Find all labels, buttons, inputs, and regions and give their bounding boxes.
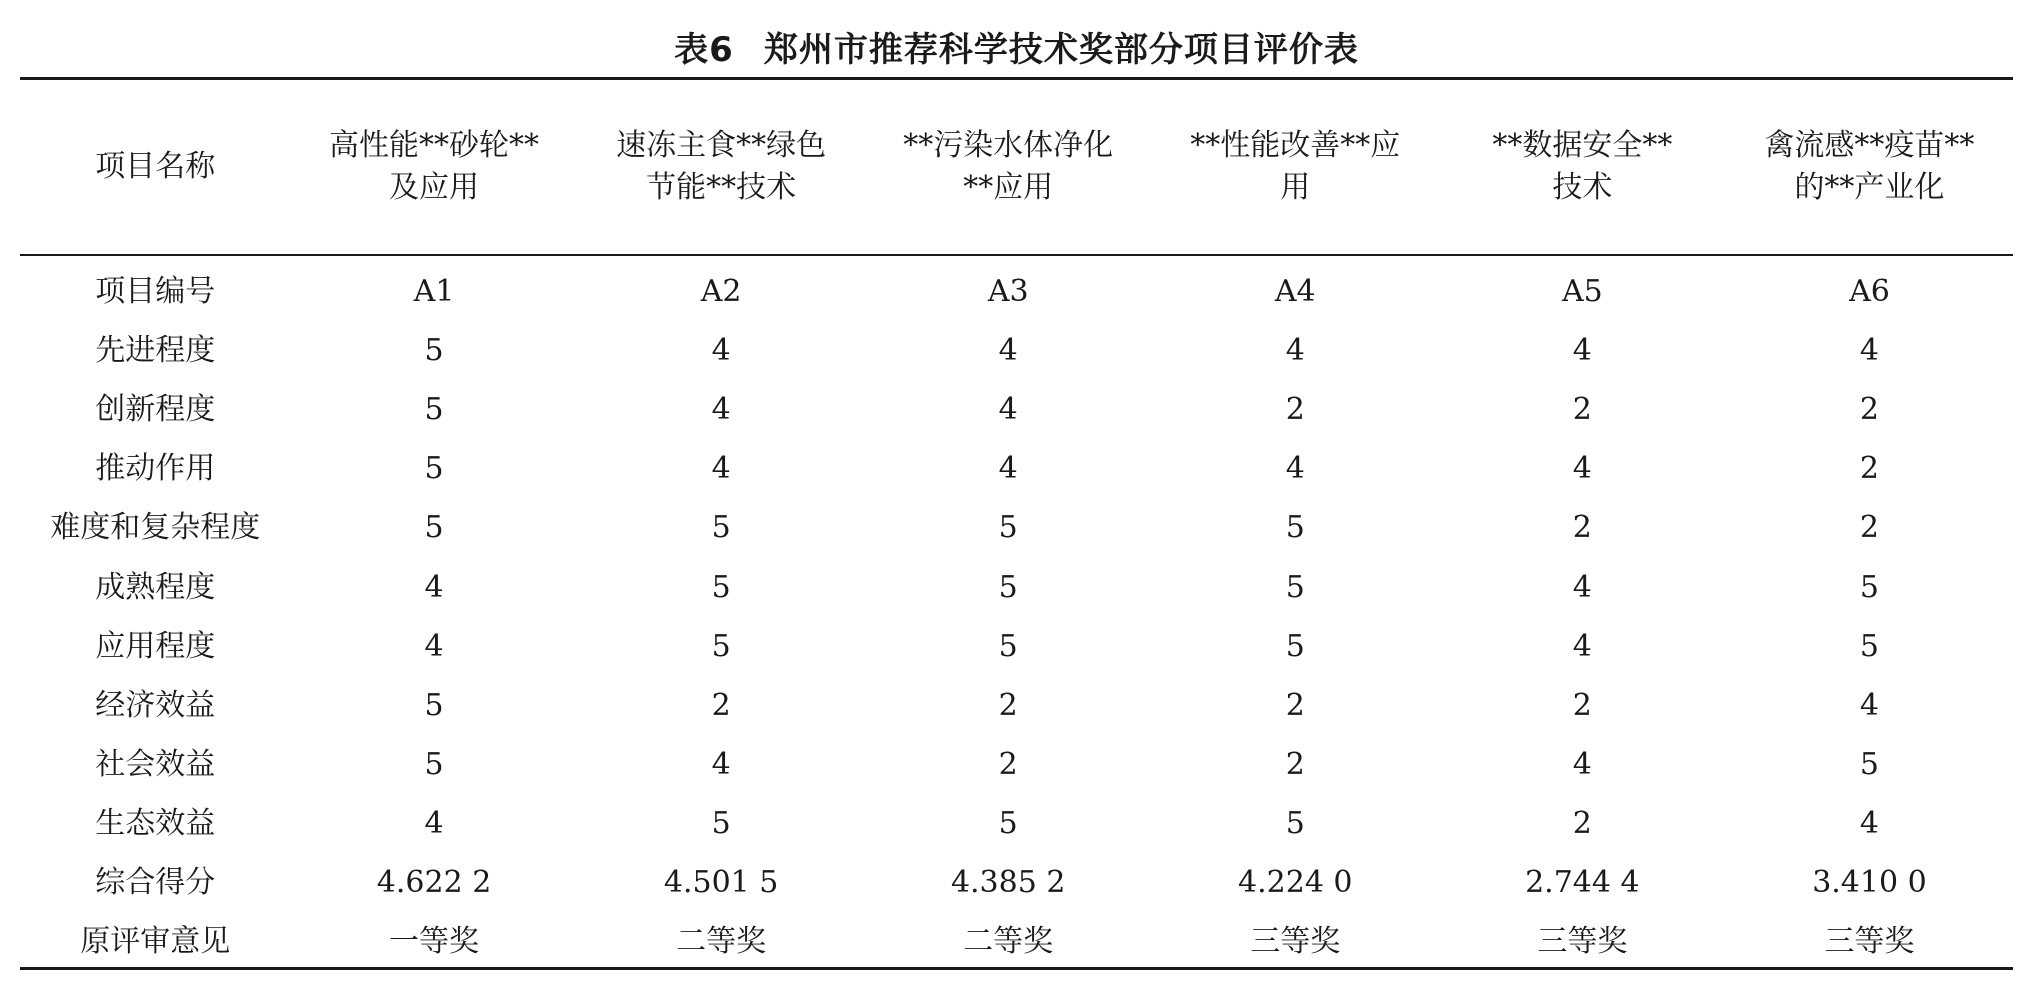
table-cell: 3.410 0	[1812, 864, 1927, 900]
table-cell: 5	[1285, 510, 1305, 546]
header-cell-project: **性能改善**应 用	[1190, 128, 1401, 205]
table-cell: 三等奖	[1824, 924, 1915, 960]
table-cell: 5	[998, 510, 1018, 546]
table-row	[20, 498, 2013, 557]
row-label: 难度和复杂程度	[50, 510, 261, 546]
table-cell: 4	[1285, 333, 1305, 369]
table-cell: 4	[1572, 569, 1592, 605]
table-cell: 5	[998, 805, 1018, 841]
table-cell: 4.501 5	[663, 864, 779, 900]
table-cell: A1	[413, 274, 455, 310]
table-cell: 二等奖	[963, 924, 1054, 960]
table-cell: 5	[711, 510, 731, 546]
evaluation-table	[20, 80, 2013, 971]
table-cell: 5	[424, 687, 444, 723]
table-cell: 5	[424, 746, 444, 782]
header-cell-project: 禽流感**疫苗** 的**产业化	[1764, 128, 1975, 205]
table-cell: 2	[1285, 687, 1305, 723]
table-cell: 4	[1859, 333, 1879, 369]
table-row	[20, 912, 2013, 971]
table-row	[20, 735, 2013, 794]
table-cell: 4	[998, 451, 1018, 487]
table-row	[20, 617, 2013, 676]
row-label: 综合得分	[95, 864, 216, 900]
table-cell: 5	[424, 333, 444, 369]
table-cell: 4	[711, 333, 731, 369]
header-cell-project-name: 项目名称	[95, 149, 216, 184]
table-cell: 5	[711, 628, 731, 664]
table-row	[20, 794, 2013, 853]
table-cell: 4	[711, 392, 731, 428]
table-cell: 4	[998, 333, 1018, 369]
table-cell: 5	[424, 510, 444, 546]
header-cell-project: 速冻主食**绿色 节能**技术	[616, 128, 827, 205]
table-cell: 2	[998, 687, 1018, 723]
table-cell: 2	[711, 687, 731, 723]
table-cell: 二等奖	[676, 924, 767, 960]
table-row	[20, 676, 2013, 735]
table-cell: 4	[1859, 687, 1879, 723]
header-cell-project: **污染水体净化 **应用	[903, 128, 1114, 205]
header-cell-project: 高性能**砂轮** 及应用	[329, 128, 540, 205]
table-cell: 5	[711, 805, 731, 841]
table-cell: 5	[1859, 628, 1879, 664]
table-cell: 5	[1285, 628, 1305, 664]
table-cell: 4	[998, 392, 1018, 428]
table-cell: 三等奖	[1537, 924, 1628, 960]
table-cell: 5	[424, 392, 444, 428]
table-cell: 5	[998, 628, 1018, 664]
table-cell: 三等奖	[1250, 924, 1341, 960]
row-label: 社会效益	[95, 746, 216, 782]
table-cell: 4.385 2	[950, 864, 1066, 900]
row-label: 经济效益	[95, 687, 216, 723]
row-label: 项目编号	[95, 274, 216, 310]
row-label: 推动作用	[95, 451, 216, 487]
table-cell: 5	[998, 569, 1018, 605]
table-cell: 5	[711, 569, 731, 605]
table-cell: 2	[1572, 510, 1592, 546]
table-body	[20, 254, 2013, 971]
table-cell: 4	[1572, 333, 1592, 369]
header-row	[20, 80, 2013, 254]
table-row	[20, 321, 2013, 380]
table-cell: 2	[1285, 392, 1305, 428]
table-row	[20, 853, 2013, 912]
row-label: 生态效益	[95, 805, 216, 841]
table-cell: 2	[1285, 746, 1305, 782]
table-cell: 4.622 2	[376, 864, 492, 900]
table-cell: 2	[1859, 451, 1879, 487]
table-cell: 4	[711, 451, 731, 487]
header-cell-project: **数据安全** 技术	[1492, 128, 1673, 205]
table-cell: A5	[1561, 274, 1603, 310]
table-cell: 4	[1285, 451, 1305, 487]
table-caption: 郑州市推荐科学技术奖部分项目评价表	[763, 30, 1359, 70]
table-cell: 4	[1859, 805, 1879, 841]
table-cell: 5	[1859, 746, 1879, 782]
table-cell: 5	[1859, 569, 1879, 605]
table-cell: 一等奖	[389, 924, 480, 960]
table-number: 表6	[674, 30, 734, 70]
table-cell: 2	[1859, 392, 1879, 428]
table-cell: 4	[711, 746, 731, 782]
row-label: 原评审意见	[80, 924, 231, 960]
table-cell: 2	[1859, 510, 1879, 546]
table-cell: 4	[1572, 746, 1592, 782]
table-cell: 5	[424, 451, 444, 487]
table-cell: 5	[1285, 569, 1305, 605]
table-cell: A2	[700, 274, 742, 310]
table-cell: A6	[1849, 274, 1890, 310]
table-cell: 5	[1285, 805, 1305, 841]
table-row	[20, 439, 2013, 498]
table-title	[0, 22, 2033, 78]
table-cell: 4	[424, 569, 444, 605]
table-cell: 4	[1572, 628, 1592, 664]
table-cell: 4.224 0	[1238, 864, 1353, 900]
table-row	[20, 254, 2013, 321]
table-row	[20, 380, 2013, 439]
table-row	[20, 557, 2013, 616]
table-cell: 2	[998, 746, 1018, 782]
row-label: 创新程度	[95, 392, 216, 428]
table-cell: 4	[424, 805, 444, 841]
table-cell: A4	[1274, 274, 1316, 310]
table-cell: 2.744 4	[1525, 864, 1640, 900]
row-label: 先进程度	[95, 333, 216, 369]
row-label: 成熟程度	[95, 569, 216, 605]
table-cell: 2	[1572, 805, 1592, 841]
row-label: 应用程度	[95, 628, 216, 664]
table-cell: 2	[1572, 392, 1592, 428]
table-cell: 2	[1572, 687, 1592, 723]
table-cell: 4	[1572, 451, 1592, 487]
table-cell: A3	[987, 274, 1029, 310]
table-cell: 4	[424, 628, 444, 664]
